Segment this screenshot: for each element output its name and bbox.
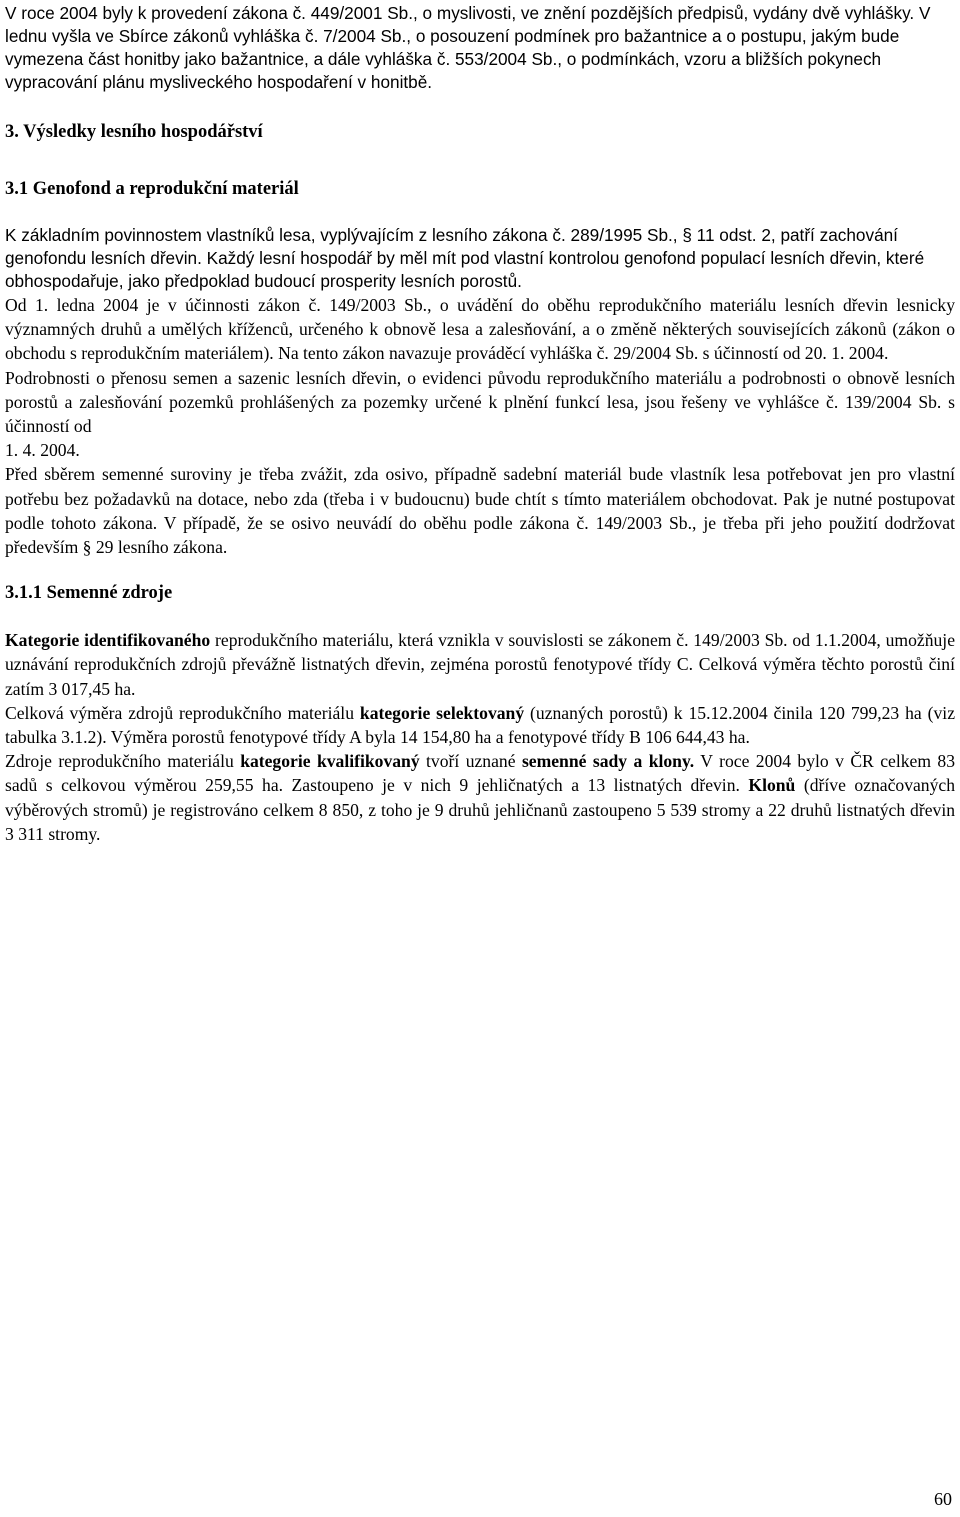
section-heading-3: 3. Výsledky lesního hospodářství [5,122,263,142]
text-selected-a: Celková výměra zdrojů reprodukčního materiálu [5,702,360,723]
paragraph-seed-collection: Před sběrem semenné suroviny je třeba zvážit, zda osivo, případně sadební materiál bude vlastník lesa potřebovat jen pro vlastní potřebu bez požadavků na dotace, nebo zda (třeba i v budoucnu) bude chtít s tímto materiálem obchodovat. Pak je nutné postupovat podle tohoto zákona. V případě, že se osivo neuvádí do oběhu podle zákona č. 149/2003 Sb., je třeba při jeho použití dodržovat především § 29 lesního zákona. [5,464,955,558]
bold-qualified-category: kategorie kvalifikovaný [240,751,420,772]
text-selected-b: (uznaných porostů) k 15.12.2004 činila 120 799,23 ha (viz tabulka 3.1.2). Výměra porostů fenotypové třídy A byla 14 154,80 ha a fenotypové třídy B 106 644,43 ha. [5,702,956,748]
text-qualified-c: V roce 2004 bylo v ČR celkem 83 sadů s celkovou výměrou 259,55 ha. Zastoupeno je v nich 9 jehličnatých a 13 listnatých dřevin. [5,751,956,796]
intro-paragraph: V roce 2004 byly k provedení zákona č. 449/2001 Sb., o myslivosti, ve znění pozdějších předpisů, vydány dvě vyhlášky. V lednu vyšla ve Sbírce zákonů vyhláška č. 7/2004 Sb., o posouzení podmínek pro bažantnice a o postupu, jakým bude vymezena část honitby jako bažantnice, a dále vyhláška č. 553/2004 Sb., o podmínkách, vzoru a bližších pokynech vypracování plánu mysliveckého hospodaření v honitbě. [5,3,931,92]
bold-seed-orchards: semenné sady a klony. [521,751,695,772]
paragraph-decree-139-date: 1. 4. 2004. [5,440,80,461]
paragraph-decree-139-text: Podrobnosti o přenosu semen a sazenic lesních dřevin, o evidenci původu reprodukčního materiálu a podrobnosti o obnově lesních porostů a zalesňování pozemků prohlášených za pozemky určené k plnění funkcí lesa, jsou řešeny ve vyhlášce č. 139/2004 Sb. s účinností od [5,367,955,437]
text-qualified-d: (dříve označovaných výběrových stromů) je registrováno celkem 8 850, z toho je 9 druhů jehličnanů zastoupeno 5 539 stromy a 22 druhů listnatých dřevin 3 311 stromy. [5,775,956,844]
text-qualified-b: tvoří uznané [419,751,522,772]
paragraph-identified-category [5,628,955,701]
paragraph-genofond: K základním povinnostem vlastníků lesa, vyplývajícím z lesního zákona č. 289/1995 Sb., § 11 odst. 2, patří zachování genofondu lesních dřevin. Každý lesní hospodář by měl mít pod vlastní kontrolou genofond populací lesních dřevin, které obhospodařuje, jako předpoklad budoucí prosperity lesních porostů. [5,225,925,291]
page-number: 60 [934,1489,952,1509]
text-qualified-a: Zdroje reprodukčního materiálu [5,751,241,772]
paragraph-qualified-category [5,749,955,846]
paragraph-law-149: Od 1. ledna 2004 je v účinnosti zákon č. 149/2003 Sb., o uvádění do oběhu reprodukčního materiálu lesních dřevin lesnicky významných druhů a umělých kříženců, určeného k obnově lesa a zalesňování, a o změně některých souvisejících zákonů (zákon o obchodu s reprodukčním materiálem). Na tento zákon navazuje prováděcí vyhláška č. 29/2004 Sb. s účinností od 20. 1. 2004. [5,295,955,364]
paragraph-decree-139 [5,366,955,463]
bold-selected-category: kategorie selektovaný [359,702,525,723]
section-heading-3-1-1: 3.1.1 Semenné zdroje [5,583,173,604]
document-page [5,0,955,846]
text-identified-category: reprodukčního materiálu, která vznikla v souvislosti se zákonem č. 149/2003 Sb. od 1.1.2004, umožňuje uznávání reprodukčních zdrojů převážně listnatých dřevin, zejména porostů fenotypové třídy C. Celková výměra těchto porostů činí zatím 3 017,45 ha. [5,630,956,699]
section-heading-3-1: 3.1 Genofond a reprodukční materiál [5,179,299,199]
paragraph-selected-category [5,701,955,749]
bold-identified-category: Kategorie identifikovaného [5,630,211,651]
bold-clones: Klonů [748,775,796,796]
